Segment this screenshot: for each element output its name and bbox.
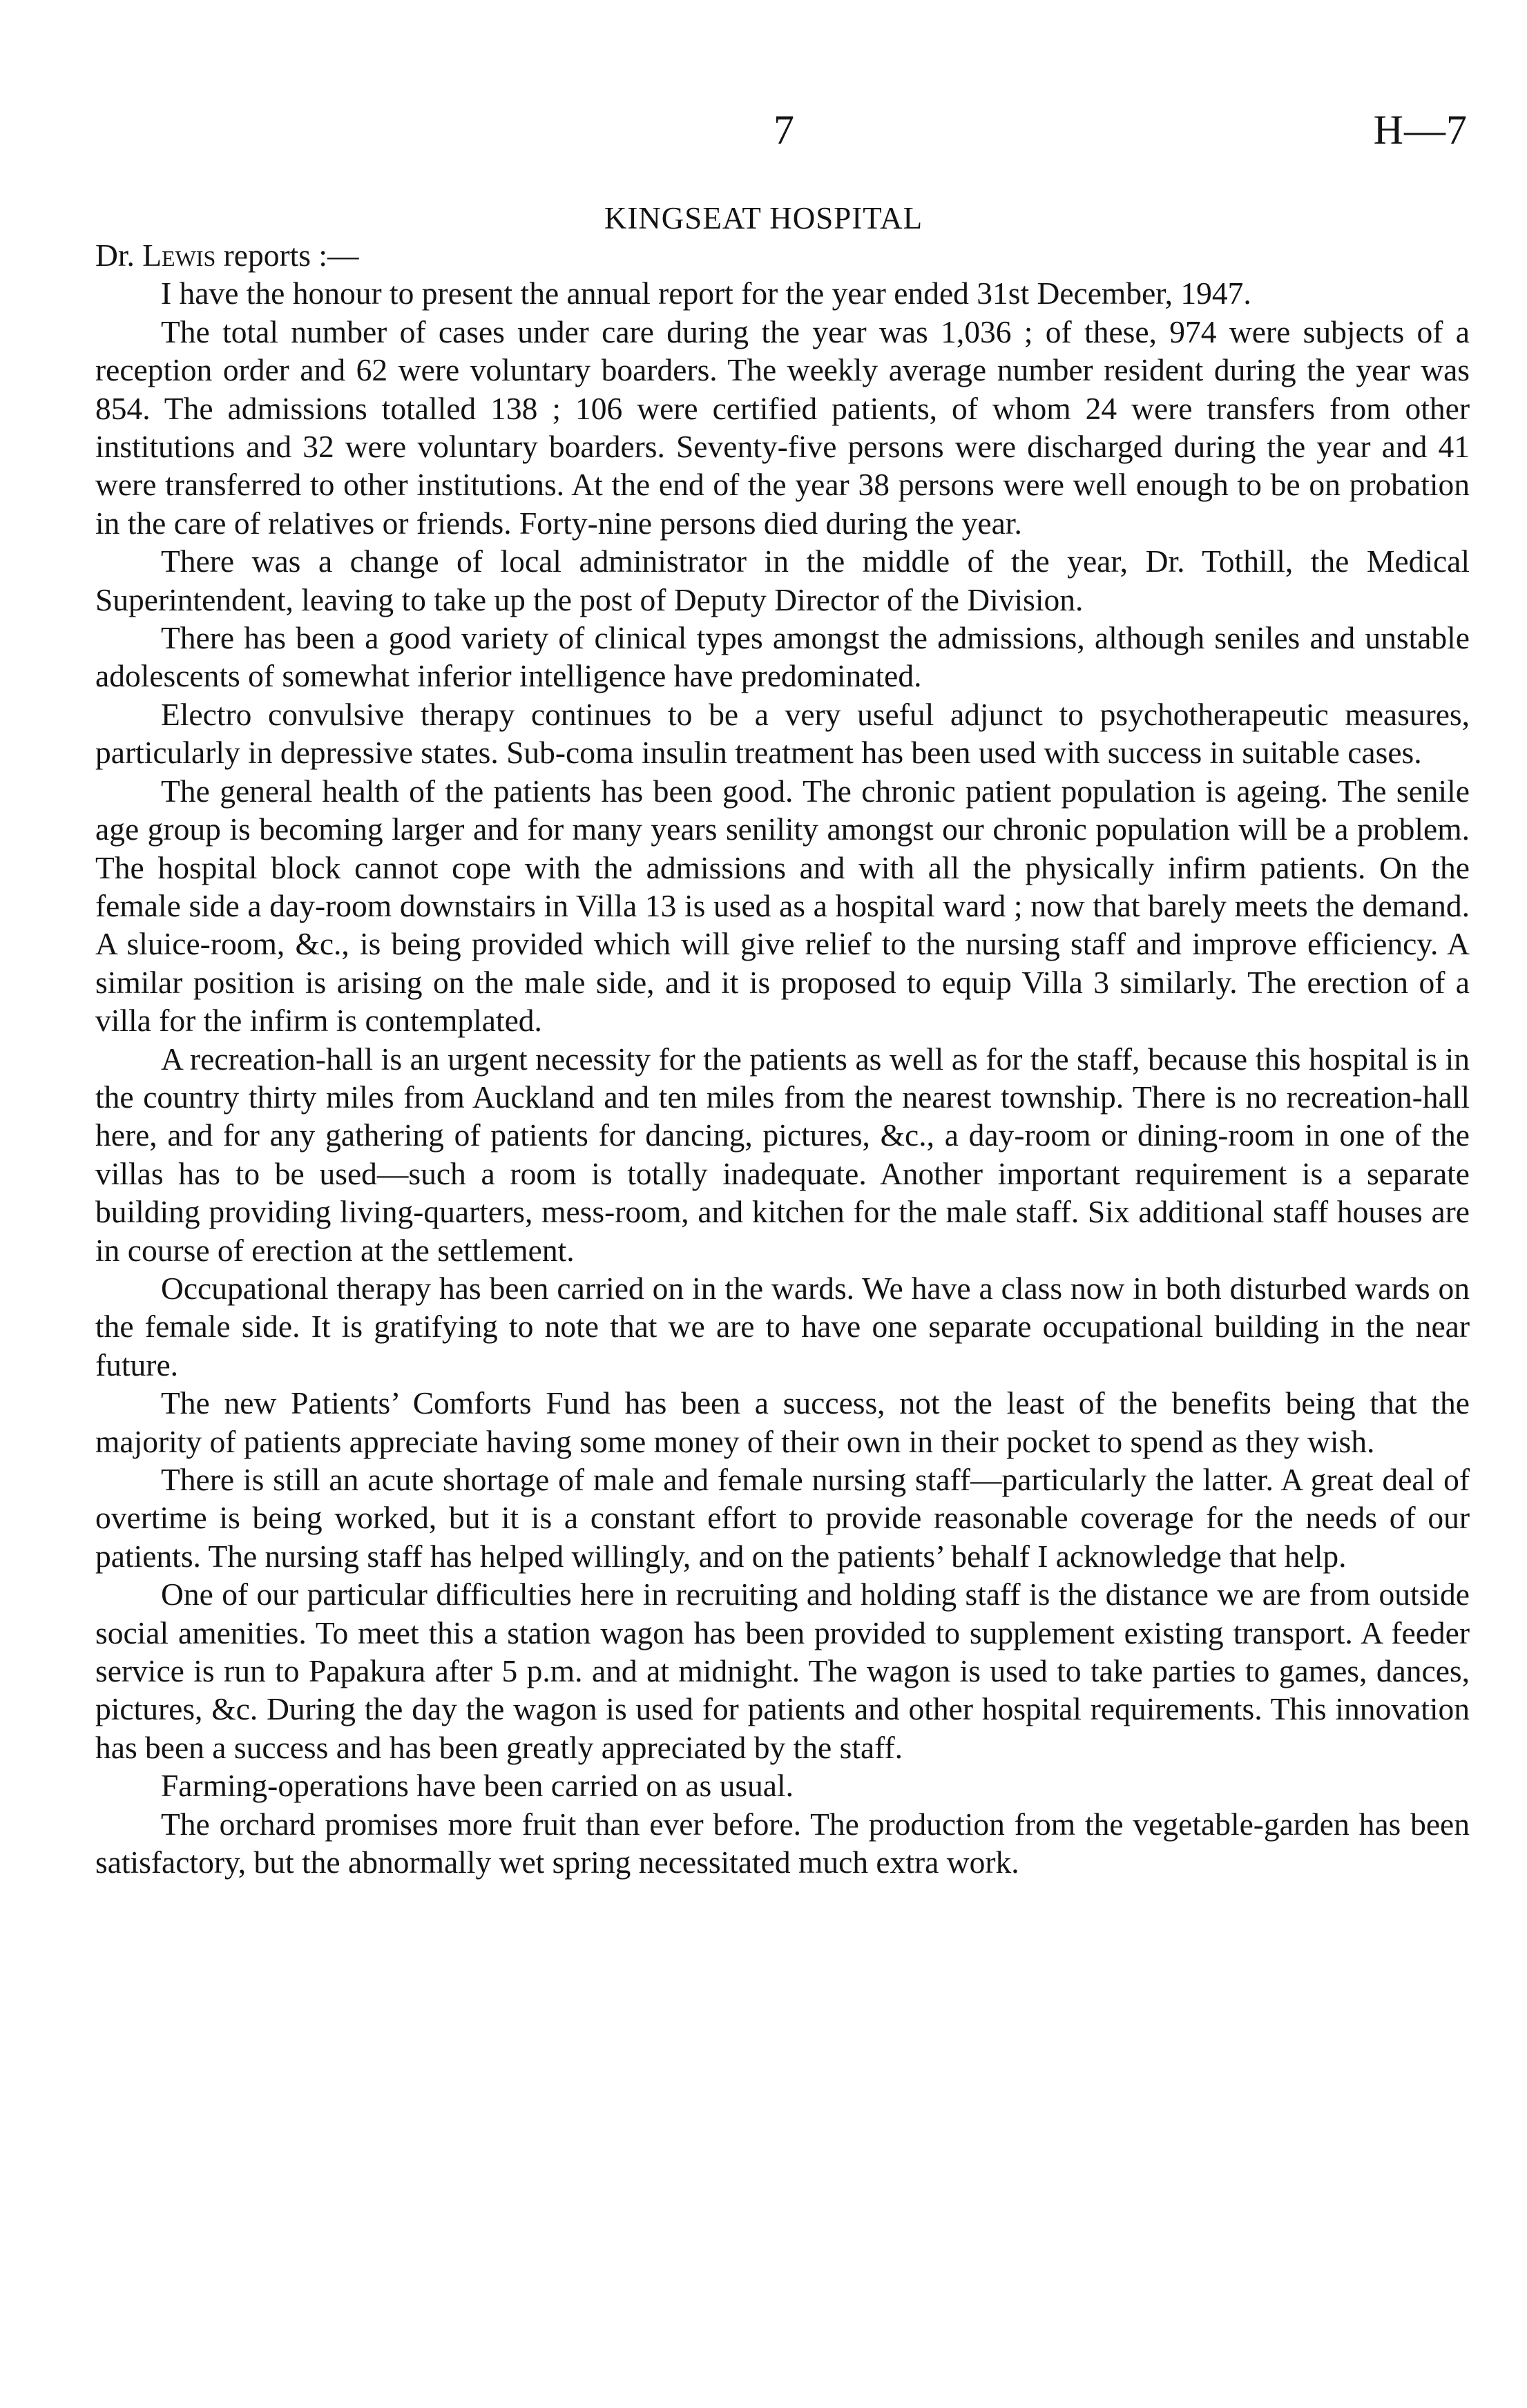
report-title: KINGSEAT HOSPITAL [604, 201, 923, 235]
paragraph-intro: I have the honour to present the annual report for the year ended 31st December, 1947. [161, 276, 1251, 311]
reporter-prefix: Dr. [95, 238, 143, 273]
paragraph-administrator-change: There was a change of local administrator in the middle of the year, Dr. Tothill, the Medical Superintendent, leaving to take up the post of Deputy Director of the Division. [95, 543, 1470, 617]
reporter-suffix: reports :— [215, 238, 359, 273]
paragraph-farming: Farming-operations have been carried on as usual. [161, 1768, 794, 1804]
paragraph-comforts-fund: The new Patients’ Comforts Fund has been a success, not the least of the benefits being that the majority of patients appreciate having some money of their own in their pocket to spend as they wish. [95, 1385, 1470, 1459]
paragraph-therapy: Electro convulsive therapy continues to be a very useful adjunct to psychotherapeutic measures, particularly in depressive states. Sub-coma insulin treatment has been used with success in suitable cases. [95, 696, 1470, 771]
paragraph-occupational-therapy: Occupational therapy has been carried on in the wards. We have a class now in both disturbed wards on the female side. It is gratifying to note that we are to have one separate occupational building in the near future. [95, 1270, 1470, 1383]
paragraph-recruiting: One of our particular difficulties here in recruiting and holding staff is the distance we are from outside social amenities. To meet this a station wagon has been provided to supplement existing transport. A feeder service is run to Papakura after 5 p.m. and at midnight. The wagon is used to take parties to games, dances, pictures, &c. During the day the wagon is used for patients and other hospital requirements. This innovation has been a success and has been greatly appreciated by the staff. [95, 1577, 1470, 1765]
paragraph-general-health: The general health of the patients has been good. The chronic patient population is ageing. The senile age group is becoming larger and for many years senility amongst our chronic population will be a problem. The hospital block cannot cope with the admissions and with all the physically infirm patients. On the female side a day-room downstairs in Villa 13 is used as a hospital ward ; now that barely meets the demand. A sluice-room, &c., is being provided which will give relief to the nursing staff and improve efficiency. A similar position is arising on the male side, and it is proposed to equip Villa 3 similarly. The erection of a villa for the infirm is contemplated. [95, 773, 1470, 1039]
reporter-name: Lewis [142, 238, 216, 273]
paragraph-orchard: The orchard promises more fruit than ever before. The production from the vegetable-garden has been satisfactory, but the abnormally wet spring necessitated much extra work. [95, 1806, 1470, 1880]
paper-reference: H—7 [1373, 107, 1468, 153]
page-number: 7 [774, 107, 794, 153]
report-body [95, 236, 1470, 1881]
reporter-line [95, 236, 1470, 274]
paragraph-nursing-staff: There is still an acute shortage of male and female nursing staff—particularly the latter. A great deal of overtime is being worked, but it is a constant effort to provide reasonable coverage for the needs of our patients. The nursing staff has helped willingly, and on the patients’ behalf I acknowledge that help. [95, 1462, 1470, 1574]
paragraph-recreation-hall: A recreation-hall is an urgent necessity for the patients as well as for the staff, because this hospital is in the country thirty miles from Auckland and ten miles from the nearest township. There is no recreation-hall here, and for any gathering of patients for dancing, pictures, &c., a day-room or dining-room in one of the villas has to be used—such a room is totally inadequate. Another important requirement is a separate building providing living-quarters, mess-room, and kitchen for the male staff. Six additional staff houses are in course of erection at the settlement. [95, 1041, 1470, 1268]
paragraph-statistics: The total number of cases under care during the year was 1,036 ; of these, 974 were subjects of a reception order and 62 were voluntary boarders. The weekly average number resident during the year was 854. The admissions totalled 138 ; 106 were certified patients, of whom 24 were transfers from other institutions and 32 were voluntary boarders. Seventy-five persons were discharged during the year and 41 were transferred to other institutions. At the end of the year 38 persons were well enough to be on probation in the care of relatives or friends. Forty-nine persons died during the year. [95, 314, 1470, 541]
paragraph-clinical-types: There has been a good variety of clinical types amongst the admissions, although seniles and unstable adolescents of somewhat inferior intelligence have predominated. [95, 620, 1470, 694]
